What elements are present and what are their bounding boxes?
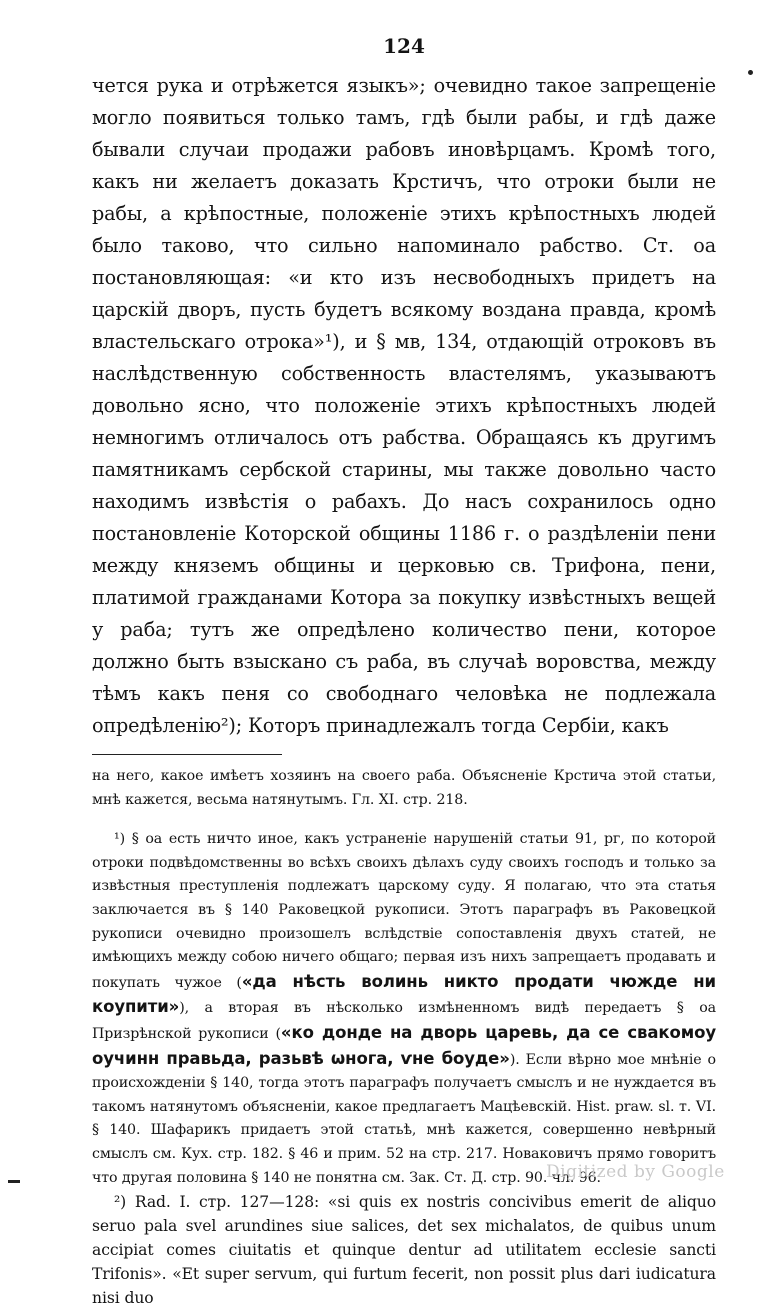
footnote-2: ²) Rad. I. стр. 127—128: «si quis ex nostris concivibus emerit de aliquo seruo pala svel arundines siue salices, det sex michalatos, de quibus unum accipiat comes ciuitatis et quinque dentur ad utilitatem ecclesie sancti Trifonis». «Et super servum, qui furtum fecerit, non possit plus dari iudicatura nisi duo xyxy=(92,1193,716,1308)
footnote-1 xyxy=(92,828,716,1190)
footnote-1-part2: ), а вторая въ нѣсколько измѣненномъ видѣ передаетъ § оа Призрѣнской рукописи ( xyxy=(92,1000,716,1042)
footnote-continuation: на него, какое имѣетъ хозяинъ на своего раба. Объясненіе Крстича этой статьи, мнѣ кажется, весьма натянутымъ. Гл. XI. стр. 218. xyxy=(92,768,716,808)
old-slavonic-quote-2: «ко донде на дворь царевь, да се свакомоу оучинн правьда, разьвѣ ωнога, ѵне боуде» xyxy=(92,1022,716,1068)
footnote-separator xyxy=(92,754,282,755)
old-slavonic-quote-1: «да нѣсть волинь никто продати чюжде ни коупити» xyxy=(92,971,717,1017)
digitization-watermark: Digitized by Google xyxy=(546,1162,725,1182)
main-text xyxy=(92,70,716,742)
body-paragraph: чется рука и отрѣжется языкъ»; очевидно такое запрещеніе могло появиться только тамъ, гдѣ были рабы, и гдѣ даже бывали случаи продажи рабовъ иновѣрцамъ. Кромѣ того, какъ ни желаетъ доказать Крстичъ, что отроки были не рабы, а крѣпостные, положеніе этихъ крѣпостныхъ людей было таково, что сильно напоминало рабство. Ст. оа постановляющая: «и кто изъ несвободныхъ придетъ на царскій дворъ, пусть будетъ всякому воздана правда, кромѣ властельскаго отрока»¹), и § мв, 134, отдающій отроковъ въ наслѣдственную собственность властелямъ, указываютъ довольно ясно, что положеніе этихъ крѣпостныхъ людей немногимъ отличалось отъ рабства. Обращаясь къ другимъ памятникамъ сербской старины, мы также довольно часто находимъ извѣстія о рабахъ. До насъ сохранилось одно постановленіе Которской общины 1186 г. о раздѣленіи пени между княземъ общины и церковью св. Трифона, пени, платимой гражданами Котора за покупку извѣстныхъ вещей у раба; тутъ же опредѣлено количество пени, которое должно быть взыскано съ раба, въ случаѣ воровства, между тѣмъ какъ пеня со свободнаго человѣка не подлежала опредѣленію²); Которъ принадлежалъ тогда Сербіи, какъ xyxy=(92,74,716,737)
footnotes xyxy=(92,765,716,1310)
margin-mark xyxy=(8,1180,20,1183)
footnote-1-part1: ¹) § оа есть ничто иное, какъ устраненіе нарушеній статьи 91, рг, по которой отроки подвѣдомственны во всѣхъ своихъ дѣлахъ суду своихъ господъ и только за извѣстныя преступленія подлежатъ царскому суду. Я полагаю, что эта статья заключается въ § 140 Раковецкой рукописи. Этотъ параграфъ въ Раковецкой рукописи очевидно произошелъ вслѣдствіе сопоставленія двухъ статей, не имѣющихъ между собою ничего общаго; первая изъ нихъ запрещаетъ продавать и покупать чужое ( xyxy=(92,831,716,991)
book-page xyxy=(92,34,716,1310)
footnote-gap xyxy=(92,812,716,828)
ink-speck xyxy=(748,70,753,75)
footnote-1-part3: ). Если вѣрно мое мнѣніе о происхожденіи § 140, тогда этотъ параграфъ получаетъ смыслъ и не нуждается въ такомъ натянутомъ объясненіи, какое предлагаетъ Мацѣевскій. Hist. praw. sl. т. VI. § 140. Шафарикъ придаетъ этой статьѣ, мнѣ кажется, совершенно невѣрный смыслъ см. Кух. стр. 182. § 46 и прим. 52 на стр. 217. Новаковичъ прямо говоритъ что другая половина § 140 не понятна см. Зак. Ст. Д. стр. 90. чл. 96. xyxy=(92,1051,717,1186)
page-number: 124 xyxy=(383,34,425,58)
